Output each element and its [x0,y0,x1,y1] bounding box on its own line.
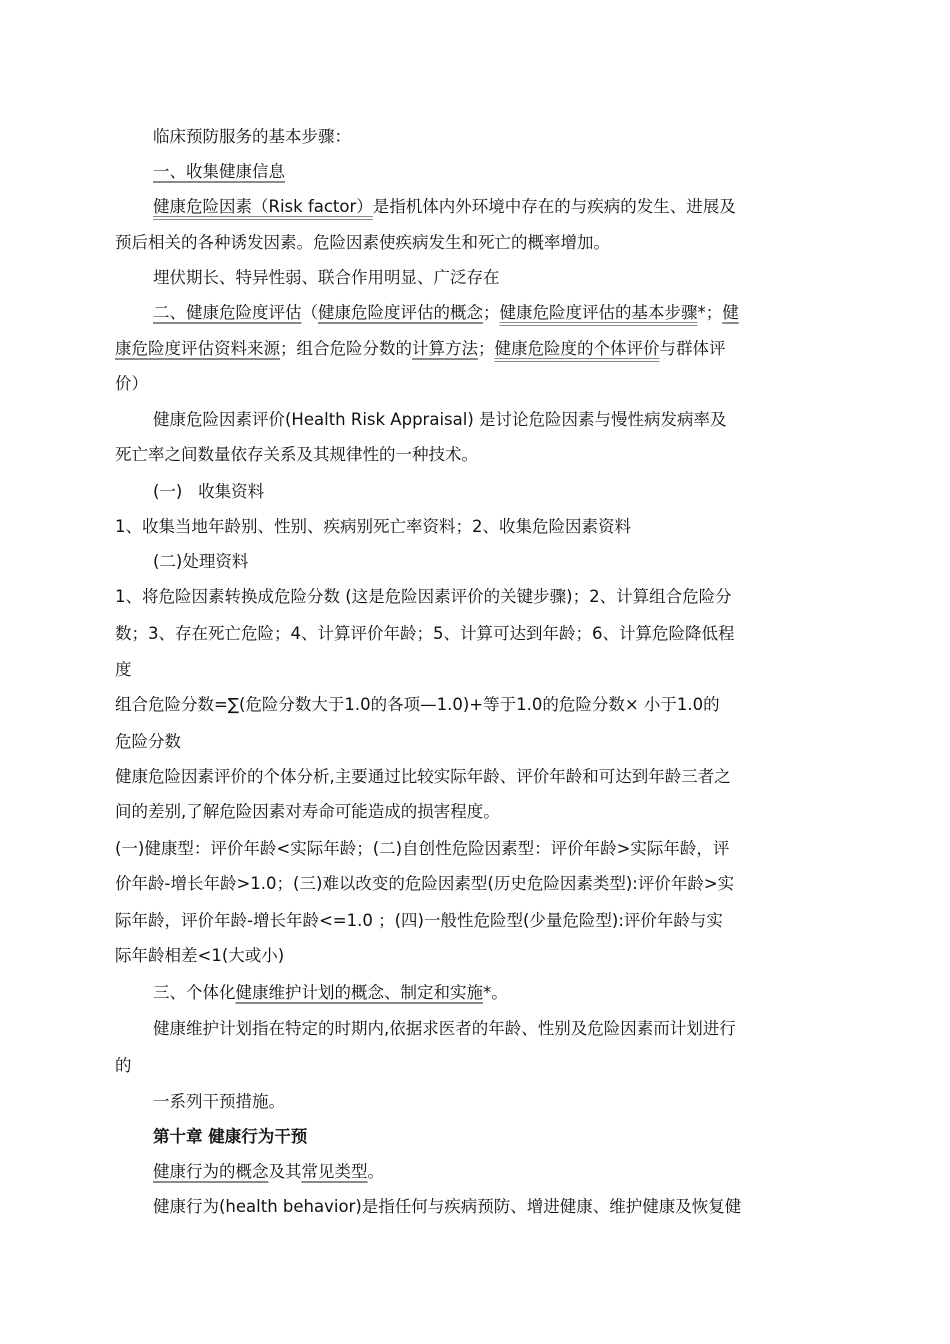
subheading [153,551,843,573]
text: 危险分数 [115,732,181,751]
paragraph [153,409,843,431]
text: 的 [115,1056,132,1075]
text: 预后相关的各种诱发因素。危险因素使疾病发生和死亡的概率增加。 [115,233,610,252]
section-heading [153,1161,843,1183]
text: (一)健康型：评价年龄<实际年龄；(二)自创性危险因素型：评价年龄>实际年龄，评 [115,839,730,858]
paragraph [115,766,840,788]
underlined-term: 常见类型 [301,1162,368,1181]
text: 埋伏期长、特异性弱、联合作用明显、广泛存在 [153,268,500,287]
paragraph [153,1018,843,1040]
text: 死亡率之间数量依存关系及其规律性的一种技术。 [115,445,478,464]
paragraph [153,196,843,218]
text: 数；3、存在死亡危险；4、计算评价年龄；5、计算可达到年龄；6、计算危险降低程 [115,624,735,643]
underlined-term: 健康危险度评估的概念 [318,303,483,322]
paragraph [115,659,840,681]
text: 及其 [268,1162,302,1181]
formula [115,731,840,753]
text: 1、收集当地年龄别、性别、疾病别死亡率资料；2、收集危险因素资料 [115,517,631,536]
paragraph [115,338,840,360]
text: 间的差别,了解危险因素对寿命可能造成的损害程度。 [115,802,500,821]
paragraph [115,232,840,254]
text: ； [478,339,495,358]
text: 际年龄，评价年龄-增长年龄<=1.0 ；(四)一般性危险型(少量危险型):评价年龄与实 [115,911,723,930]
paragraph [153,1196,843,1218]
paragraph [115,945,840,967]
paragraph [153,1091,843,1113]
text: 临床预防服务的基本步骤： [153,127,351,146]
paragraph [115,838,840,860]
underlined-term: 健康危险度评估的基本步骤 [499,303,698,322]
paragraph [153,126,843,148]
paragraph [115,516,840,538]
subheading [153,481,843,503]
text: 1、将危险因素转换成危险分数 (这是危险因素评价的关键步骤)；2、计算组合危险分 [115,587,732,606]
paragraph [115,373,840,395]
underlined-term: 健康危险因素（Risk factor） [153,197,373,216]
paragraph [115,586,840,608]
underlined-term: 计算方法 [412,339,478,358]
text: 与群体评 [659,339,726,358]
text: 健康危险因素评价(Health Risk Appraisal) 是讨论危险因素与慢性病发病率及 [153,410,727,429]
text: *。 [483,983,508,1002]
section-heading [153,302,843,324]
formula [115,694,840,716]
chapter-title [153,1126,843,1148]
text: 组合危险分数=∑(危险分数大于1.0的各项—1.0)+等于1.0的危险分数× 小于1.0的 [115,695,720,714]
text: ； [483,303,500,322]
text: (一) 收集资料 [153,482,265,501]
underlined-term: 健康行为的概念 [153,1162,269,1181]
section-heading [153,982,843,1004]
text: 健康行为(health behavior)是指任何与疾病预防、增进健康、维护健康及恢复健 [153,1197,742,1216]
text: (二)处理资料 [153,552,249,571]
paragraph [115,801,840,823]
text: 价年龄-增长年龄>1.0；(三)难以改变的危险因素型(历史危险因素类型):评价年龄>实 [115,874,735,893]
text: 是指机体内外环境中存在的与疾病的发生、进展及 [372,197,736,216]
text: 度 [115,660,132,679]
text: 三、个体化 [153,983,236,1002]
text: 一、收集健康信息 [153,162,285,181]
paragraph [115,1055,840,1077]
paragraph [115,444,840,466]
paragraph [153,267,843,289]
text: 际年龄相差<1(大或小) [115,946,285,965]
paragraph [115,873,840,895]
text: 第十章 健康行为干预 [153,1127,308,1146]
paragraph [115,623,840,645]
text: *； [697,303,723,322]
text: 一系列干预措施。 [153,1092,285,1111]
underlined-term: 健康危险度的个体评价 [494,339,660,358]
text: 健康维护计划指在特定的时期内,依据求医者的年龄、性别及危险因素而计划进行 [153,1019,736,1038]
text: ；组合危险分数的 [280,339,412,358]
underlined-term: 健康维护计划的概念、制定和实施 [235,983,483,1002]
underlined-term: 康危险度评估资料来源 [115,339,280,358]
text: 价） [115,374,148,393]
underlined-term: 健 [722,303,739,322]
text: 。 [367,1162,384,1181]
paragraph [115,910,840,932]
text: 健康危险因素评价的个体分析,主要通过比较实际年龄、评价年龄和可达到年龄三者之 [115,767,731,786]
section-heading [153,161,843,183]
text: （ [301,303,318,322]
underlined-term: 二、健康危险度评估 [153,303,302,322]
